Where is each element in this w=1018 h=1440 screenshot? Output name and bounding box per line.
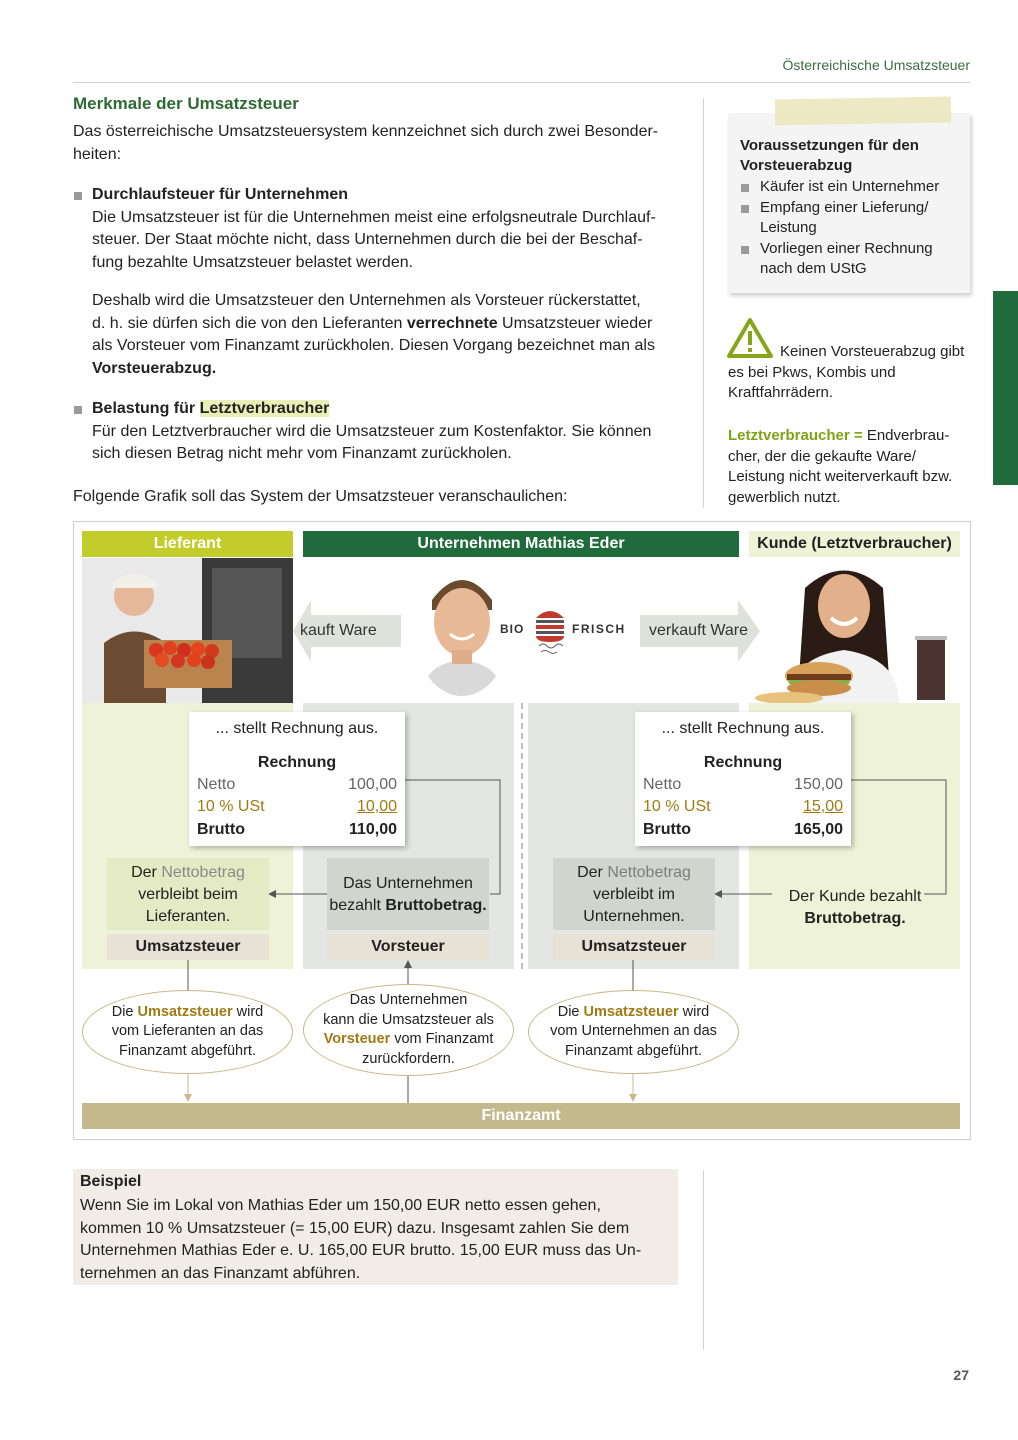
- invoice-netto-row: [197, 774, 397, 796]
- note-item-line: Empfang einer Lieferung/: [760, 199, 929, 216]
- invoice-ust-value: 15,00: [802, 798, 843, 815]
- label-umsatzsteuer-unternehmen: Umsatzsteuer: [553, 934, 715, 960]
- ellipse-line: [112, 1003, 264, 1023]
- ellipse-line: kann die Umsatzsteuer als: [323, 1011, 494, 1028]
- para-line: Deshalb wird die Umsatzsteuer den Unternehmen als Vorsteuer rückerstattet,: [92, 292, 641, 309]
- bullet-line: sich diesen Betrag nicht mehr vom Finanzamt zurückholen.: [92, 445, 512, 462]
- intro-line: heiten:: [73, 145, 122, 163]
- invoice-ust-row: [197, 796, 397, 818]
- invoice-brutto-label: Brutto: [197, 821, 245, 838]
- para-line: als Vorsteuer vom Finanzamt zurückholen. Diesen Vorgang bezeichnet man als: [92, 337, 655, 354]
- column-divider-bottom: [703, 1170, 704, 1350]
- invoice-ust-row: [643, 796, 843, 818]
- example-line: Unternehmen Mathias Eder e. U. 165,00 EUR brutto. 15,00 EUR muss das Un-: [80, 1242, 642, 1259]
- note-title-line: Vorsteuerabzug: [740, 157, 853, 174]
- ellipse-line: [323, 1030, 494, 1050]
- info-text: Der: [577, 864, 608, 881]
- note-item-line: nach dem UStG: [760, 260, 867, 277]
- warning-text: Keinen Vorsteuerabzug gibt es bei Pkws, Kombis und Kraftfahrrädern.: [728, 343, 965, 401]
- invoice-ust-label: 10 % USt: [643, 798, 711, 815]
- para-bold: verrechnete: [406, 314, 498, 332]
- ellipse-word: wird: [678, 1003, 710, 1020]
- bullet-line: fung bezahlte Umsatzsteuer belastet werden.: [92, 253, 414, 271]
- ellipse-word: vom Finanzamt: [390, 1031, 494, 1047]
- intro-line: Das österreichische Umsatzsteuersystem kennzeichnet sich durch zwei Besonder-: [73, 123, 659, 140]
- note-item-line: Vorliegen einer Rechnung: [760, 240, 933, 257]
- bullet-line: Die Umsatzsteuer ist für die Unternehmen meist eine erfolgsneutrale Durchlauf-: [92, 208, 656, 226]
- ellipse-line: vom Unternehmen an das: [550, 1023, 717, 1040]
- invoice-netto-row: [643, 774, 843, 796]
- note-item-line: Leistung: [760, 219, 817, 236]
- invoice-brutto-row: [197, 819, 397, 841]
- info-line: Bruttobetrag.: [804, 910, 906, 927]
- ellipse-term: Umsatzsteuer: [137, 1003, 233, 1020]
- arrow-kauft-label: kauft Ware: [300, 622, 377, 639]
- info-term: Nettobetrag: [161, 864, 245, 881]
- info-kunde-bezahlt: [772, 886, 938, 930]
- logo-frisch: FRISCH: [572, 622, 626, 636]
- ellipse-line: vom Lieferanten an das: [111, 1023, 264, 1040]
- ellipse-text: [112, 1003, 264, 1062]
- invoice-unternehmen: [635, 712, 851, 846]
- graphic-intro: Folgende Grafik soll das System der Umsatzsteuer veranschaulichen:: [73, 488, 568, 505]
- header-kunde: Kunde (Letztverbraucher): [749, 531, 960, 557]
- info-text: Der: [131, 864, 162, 881]
- example-title: Beispiel: [80, 1173, 142, 1190]
- section-heading: Merkmale der Umsatzsteuer: [73, 94, 299, 113]
- bullet-title-text: Belastung für: [92, 400, 200, 417]
- invoice-brutto-row: [643, 819, 843, 841]
- invoice-netto-label: Netto: [643, 776, 682, 793]
- ellipse-line: zurückfordern.: [362, 1050, 455, 1067]
- invoice-caption: ... stellt Rechnung aus.: [661, 720, 825, 737]
- info-line: Lieferanten.: [145, 908, 231, 925]
- invoice-brutto-value: 110,00: [348, 821, 397, 838]
- ellipse-word: Die: [111, 1003, 138, 1020]
- label-umsatzsteuer-lieferant: Umsatzsteuer: [107, 934, 269, 960]
- invoice-caption: ... stellt Rechnung aus.: [215, 720, 379, 737]
- example-line: kommen 10 % Umsatzsteuer (= 15,00 EUR) dazu. Insgesamt zahlen Sie dem: [80, 1219, 630, 1237]
- ellipse-word: Die: [557, 1003, 584, 1020]
- arrow-verkauft-label: verkauft Ware: [649, 622, 748, 639]
- ellipse-text: [550, 1003, 717, 1062]
- example-line: Wenn Sie im Lokal von Mathias Eder um 150,00 EUR netto essen gehen,: [80, 1197, 601, 1214]
- header-unternehmen: Unternehmen Mathias Eder: [303, 531, 739, 557]
- invoice-title: Rechnung: [703, 754, 783, 771]
- label-vorsteuer: Vorsteuer: [327, 934, 489, 960]
- info-nettobetrag-unternehmen: [553, 858, 715, 930]
- ellipse-lieferant-abfuehrung: [82, 990, 293, 1074]
- bullet-line: steuer. Der Staat möchte nicht, dass Unternehmen durch die bei der Beschaf-: [92, 231, 643, 248]
- info-line: [553, 862, 715, 884]
- info-line: [327, 895, 489, 917]
- bullet-line: Für den Letztverbraucher wird die Umsatzsteuer zum Kostenfaktor. Sie können: [92, 422, 652, 440]
- para-line: Vorsteuerabzug.: [92, 359, 217, 377]
- ellipse-line: Finanzamt abgeführt.: [118, 1042, 256, 1059]
- bullet-title: Durchlaufsteuer für Unternehmen: [92, 186, 349, 203]
- info-line: verbleibt beim: [138, 886, 238, 903]
- info-line: Das Unternehmen: [343, 875, 473, 892]
- ellipse-text: [323, 991, 494, 1069]
- example-line: ternehmen an das Finanzamt abführen.: [80, 1264, 361, 1282]
- ellipse-unternehmen-abfuehrung: [528, 990, 739, 1074]
- info-unternehmen-bezahlt: [327, 858, 489, 930]
- invoice-title: Rechnung: [257, 754, 337, 771]
- para-text: d. h. sie dürfen sich die von den Lieferanten: [92, 314, 407, 332]
- ellipse-term: Umsatzsteuer: [583, 1003, 679, 1020]
- note-title-line: Voraussetzungen für den: [740, 137, 919, 154]
- logo-bio: BIO: [500, 622, 525, 636]
- info-line: [107, 862, 269, 884]
- ellipse-line: [550, 1003, 717, 1023]
- ellipse-line: Finanzamt abgeführt.: [564, 1042, 703, 1059]
- invoice-ust-value: 10,00: [356, 798, 397, 815]
- invoice-ust-label: 10 % USt: [197, 798, 265, 815]
- para-text: Umsatzsteuer wieder: [497, 314, 653, 332]
- invoice-brutto-value: 165,00: [794, 821, 843, 838]
- page-number: 27: [953, 1367, 969, 1383]
- invoice-netto-label: Netto: [197, 776, 236, 793]
- ellipse-term: Vorsteuer: [323, 1031, 391, 1047]
- ellipse-vorsteuer-rueckforderung: [303, 984, 514, 1076]
- invoice-brutto-label: Brutto: [643, 821, 691, 838]
- info-line: verbleibt im: [593, 886, 675, 903]
- definition-term: Letztverbraucher =: [728, 427, 867, 444]
- invoice-netto-value: 100,00: [348, 776, 397, 793]
- invoice-netto-value: 150,00: [794, 776, 843, 793]
- example-text: [80, 1195, 670, 1285]
- info-text: bezahlt: [329, 897, 386, 914]
- ellipse-word: wird: [232, 1003, 264, 1020]
- running-header: Österreichische Umsatzsteuer: [782, 57, 970, 73]
- invoice-lieferant: [189, 712, 405, 846]
- definition-text: Endverbrau- cher, der die gekaufte Ware/ Leistung nicht weiterverkauft bzw. gewerblich nutzt.: [728, 427, 953, 506]
- note-item-line: Käufer ist ein Unternehmer: [760, 178, 940, 195]
- info-line: Der Kunde bezahlt: [788, 888, 922, 905]
- header-lieferant: Lieferant: [82, 531, 293, 557]
- info-nettobetrag-lieferant: [107, 858, 269, 930]
- info-term: Nettobetrag: [607, 864, 691, 881]
- finanzamt-bar: Finanzamt: [82, 1103, 960, 1129]
- highlight-term: Letztverbraucher: [199, 400, 330, 417]
- ellipse-line: Das Unternehmen: [349, 992, 468, 1008]
- info-line: Unternehmen.: [583, 908, 685, 925]
- info-term: Bruttobetrag.: [385, 897, 487, 914]
